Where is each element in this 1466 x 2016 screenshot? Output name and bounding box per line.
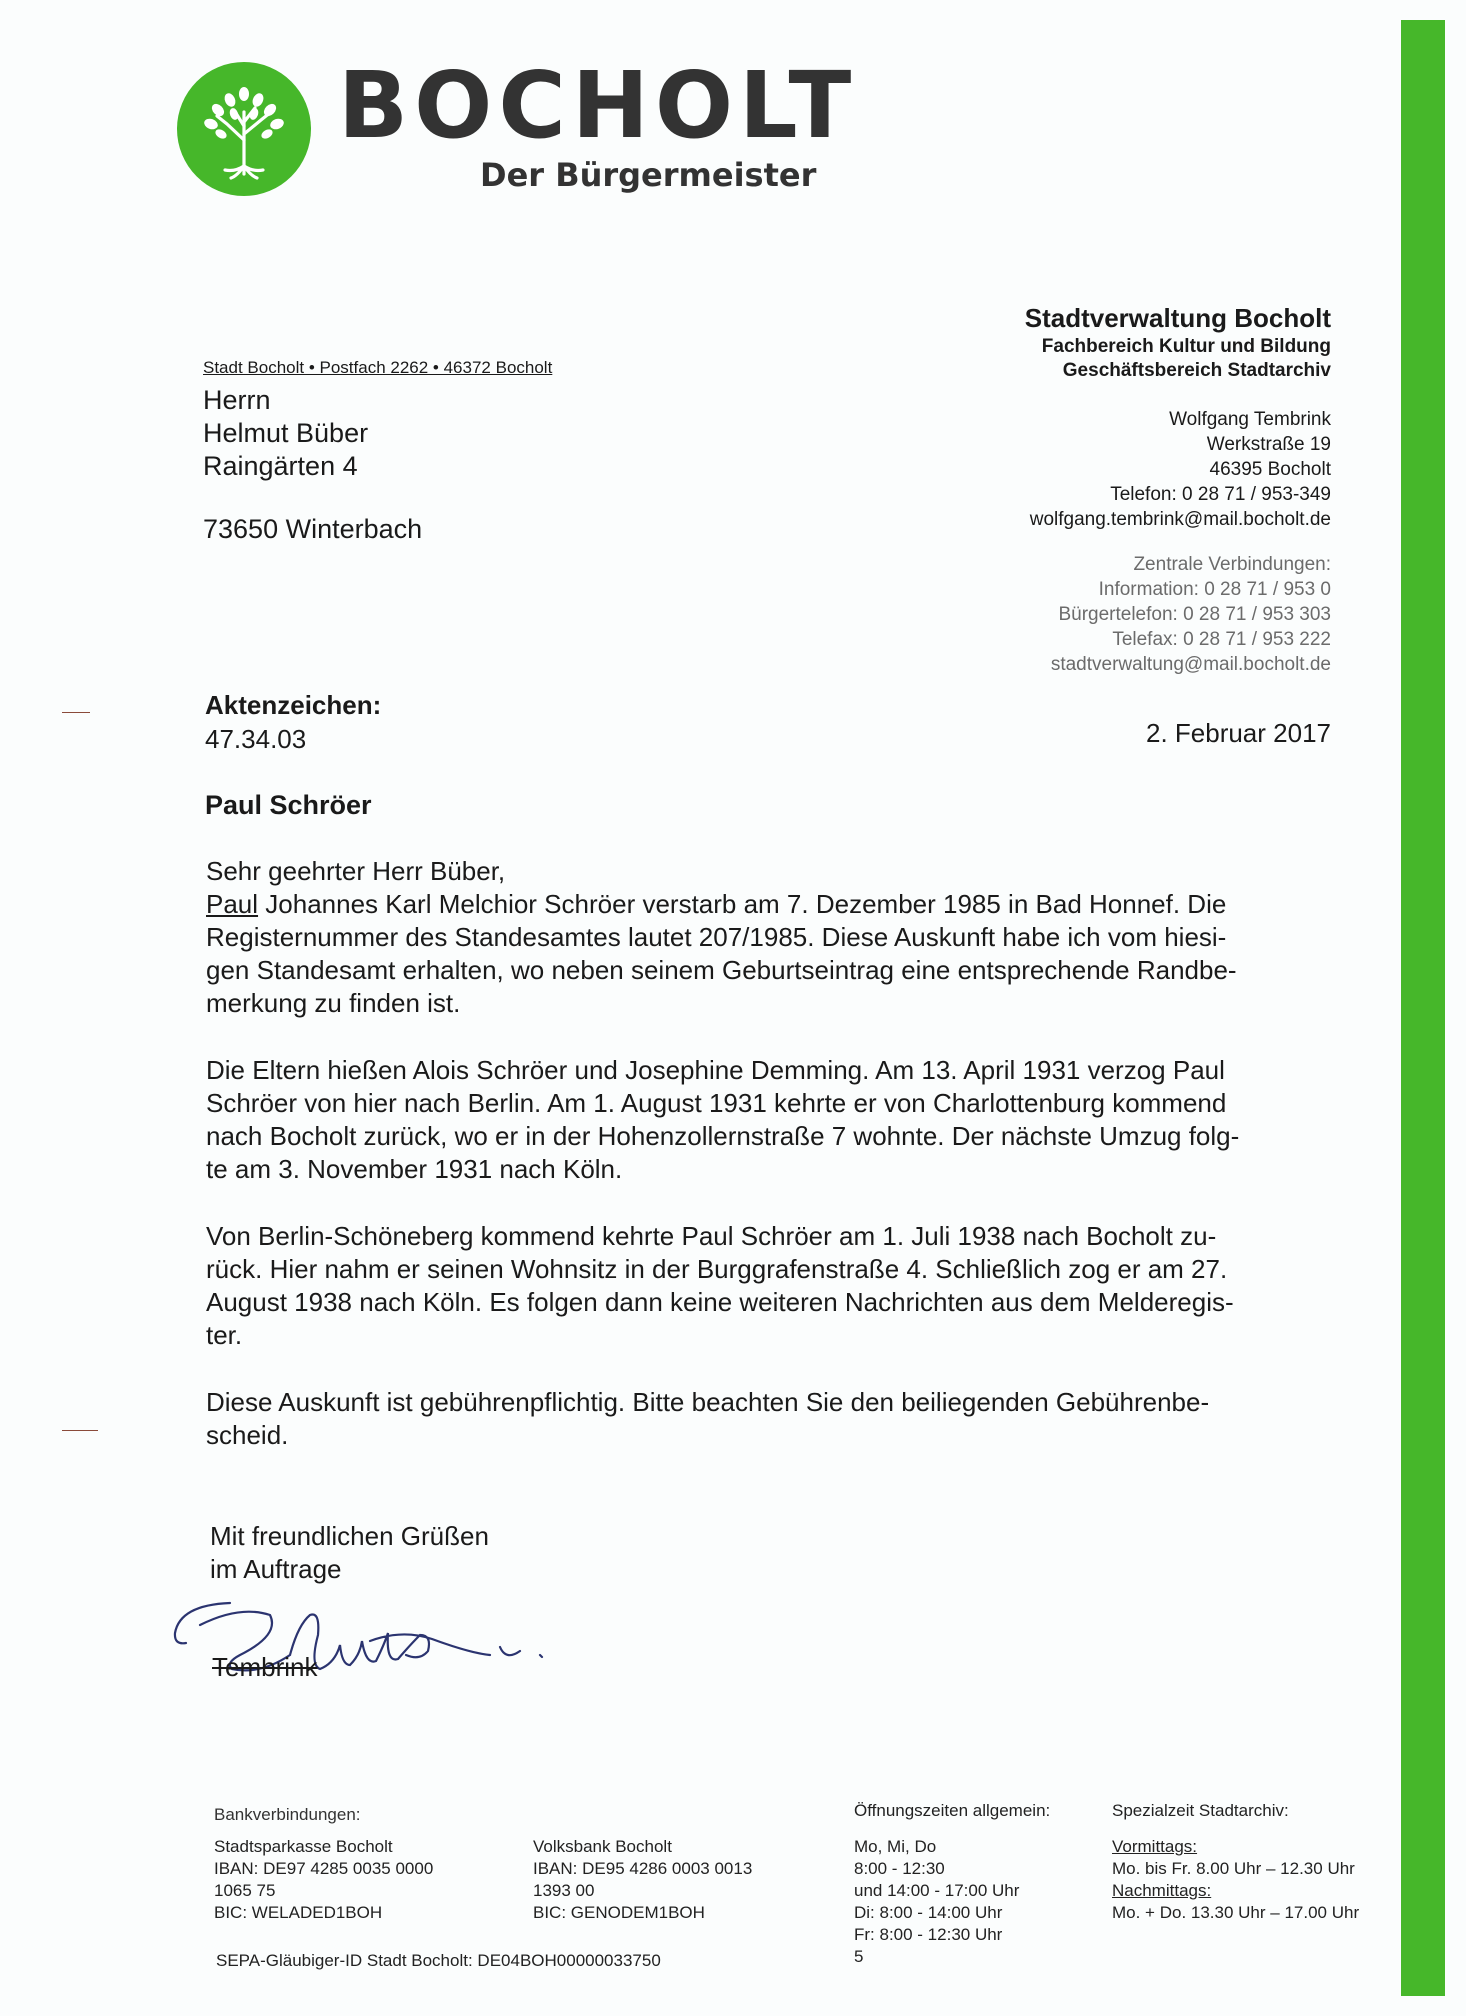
contact-line: 46395 Bocholt: [1209, 459, 1331, 480]
paragraph-line: August 1938 nach Köln. Es folgen dann keine weiteren Nachrichten aus dem Melderegis-: [206, 1287, 1234, 1317]
underlined-name: Paul: [206, 889, 259, 919]
paragraph: [206, 1054, 1346, 1186]
bank-line: Volksbank Bocholt: [533, 1837, 672, 1856]
morning-label: Vormittags:: [1112, 1837, 1198, 1856]
hours-line: 8:00 - 12:30: [854, 1859, 945, 1878]
hours-line: Mo, Mi, Do: [854, 1837, 937, 1856]
paragraph-line: nach Bocholt zurück, wo er in der Hohenzollernstraße 7 wohnte. Der nächste Umzug folg-: [206, 1121, 1240, 1151]
sender-organisation: Stadtverwaltung Bocholt: [1024, 303, 1331, 333]
hours-line: Fr: 8:00 - 12:30 Uhr: [854, 1925, 1003, 1944]
letter-date: 2. Februar 2017: [1145, 718, 1331, 748]
afternoon-hours: Mo. + Do. 13.30 Uhr – 17.00 Uhr: [1112, 1903, 1360, 1922]
bank-line: BIC: GENODEM1BOH: [533, 1903, 705, 1922]
central-email: stadtverwaltung@mail.bocholt.de: [1050, 654, 1331, 675]
paragraph-line: scheid.: [206, 1420, 289, 1450]
afternoon-label: Nachmittags:: [1112, 1881, 1212, 1900]
central-line: Information: 0 28 71 / 953 0: [1098, 579, 1331, 600]
tree-icon: [177, 62, 311, 196]
closing: [210, 1520, 489, 1586]
paragraph-line: rück. Hier nahm er seinen Wohnsitz in der Burggrafenstraße 4. Schließlich zog er am 27.: [206, 1254, 1228, 1284]
central-line: Telefax: 0 28 71 / 953 222: [1112, 629, 1331, 650]
central-line: Bürgertelefon: 0 28 71 / 953 303: [1058, 604, 1331, 625]
hours-line: 5: [854, 1947, 864, 1966]
central-contacts: [1025, 552, 1331, 677]
contact-line: Wolfgang Tembrink: [1169, 409, 1331, 430]
return-address: Stadt Bocholt • Postfach 2262 • 46372 Bocholt: [203, 358, 553, 377]
bank-heading: Bankverbindungen:: [214, 1805, 361, 1824]
hours-line: Di: 8:00 - 14:00 Uhr: [854, 1903, 1003, 1922]
salutation: Sehr geehrter Herr Büber,: [206, 856, 506, 886]
opening-hours-heading: Öffnungszeiten allgemein:: [854, 1801, 1051, 1820]
bank-line: 1393 00: [533, 1881, 595, 1900]
recipient-line: Helmut Büber: [203, 418, 369, 448]
opening-hours: [854, 1836, 1019, 1968]
bank-account-2: [533, 1836, 752, 1924]
paragraph-line: gen Standesamt erhalten, wo neben seinem Geburtseintrag eine entsprechende Randbe-: [206, 955, 1237, 985]
morning-hours: Mo. bis Fr. 8.00 Uhr – 12.30 Uhr: [1112, 1859, 1355, 1878]
bank-line: 1065 75: [214, 1881, 276, 1900]
paragraph-line: te am 3. November 1931 nach Köln.: [206, 1154, 623, 1184]
contact-email: wolfgang.tembrink@mail.bocholt.de: [1029, 509, 1331, 530]
archive-hours-heading: Spezialzeit Stadtarchiv:: [1112, 1801, 1289, 1820]
signer-name: Tembrink: [212, 1652, 318, 1682]
archive-hours: [1112, 1836, 1359, 1924]
line-text: Johannes Karl Melchior Schröer verstarb am 7. Dezember 1985 in Bad Honnef. Die: [258, 889, 1227, 919]
closing-line: Mit freundlichen Grüßen: [210, 1521, 489, 1551]
recipient-line: Raingärten 4: [203, 451, 358, 481]
fold-mark: [62, 1430, 98, 1431]
logo-wordmark: BOCHOLT: [338, 52, 858, 159]
reference-value: 47.34.03: [205, 724, 307, 754]
sepa-creditor-id: SEPA-Gläubiger-ID Stadt Bocholt: DE04BOH00000033750: [216, 1951, 661, 1970]
recipient-line: Herrn: [203, 385, 271, 415]
paragraph-line: [206, 888, 1346, 921]
sender-contact: [1025, 407, 1331, 532]
bank-line: Stadtsparkasse Bocholt: [214, 1837, 393, 1856]
contact-line: Telefon: 0 28 71 / 953-349: [1110, 484, 1331, 505]
paragraph-line: Schröer von hier nach Berlin. Am 1. August 1931 kehrte er von Charlottenburg kommend: [206, 1088, 1227, 1118]
brand-stripe: [1401, 20, 1445, 1996]
paragraph-line: Von Berlin-Schöneberg kommend kehrte Paul Schröer am 1. Juli 1938 nach Bocholt zu-: [206, 1221, 1217, 1251]
recipient-address: [203, 384, 368, 483]
paragraph: [206, 888, 1346, 1020]
letter-body: [206, 855, 1346, 1486]
sender-block: [1025, 301, 1331, 677]
sender-division: Geschäftsbereich Stadtarchiv: [1062, 360, 1331, 381]
fold-mark: [62, 712, 90, 713]
recipient-city: 73650 Winterbach: [203, 514, 423, 544]
reference-label: Aktenzeichen:: [205, 690, 382, 720]
paragraph-line: merkung zu finden ist.: [206, 988, 461, 1018]
central-line: Zentrale Verbindungen:: [1133, 554, 1331, 575]
bank-line: BIC: WELADED1BOH: [214, 1903, 383, 1922]
paragraph-line: Die Eltern hießen Alois Schröer und Josephine Demming. Am 13. April 1931 verzog Paul: [206, 1055, 1225, 1085]
sender-department: Fachbereich Kultur und Bildung: [1041, 336, 1331, 357]
paragraph-line: Registernummer des Standesamtes lautet 207/1985. Diese Auskunft habe ich vom hiesi-: [206, 922, 1227, 952]
paragraph-line: ter.: [206, 1320, 243, 1350]
bank-line: IBAN: DE95 4286 0003 0013: [533, 1859, 753, 1878]
paragraph: [206, 1386, 1346, 1452]
logo-subtitle: Der Bürgermeister: [480, 156, 817, 194]
hours-line: und 14:00 - 17:00 Uhr: [854, 1881, 1020, 1900]
bank-account-1: [214, 1836, 433, 1924]
closing-line: im Auftrage: [210, 1554, 342, 1584]
contact-line: Werkstraße 19: [1206, 434, 1331, 455]
handwritten-signature: [170, 1585, 570, 1705]
paragraph: [206, 1220, 1346, 1352]
paragraph-line: Diese Auskunft ist gebührenpflichtig. Bitte beachten Sie den beiliegenden Gebührenbe-: [206, 1387, 1210, 1417]
letter-subject: Paul Schröer: [205, 790, 372, 820]
bank-line: IBAN: DE97 4285 0035 0000: [214, 1859, 434, 1878]
